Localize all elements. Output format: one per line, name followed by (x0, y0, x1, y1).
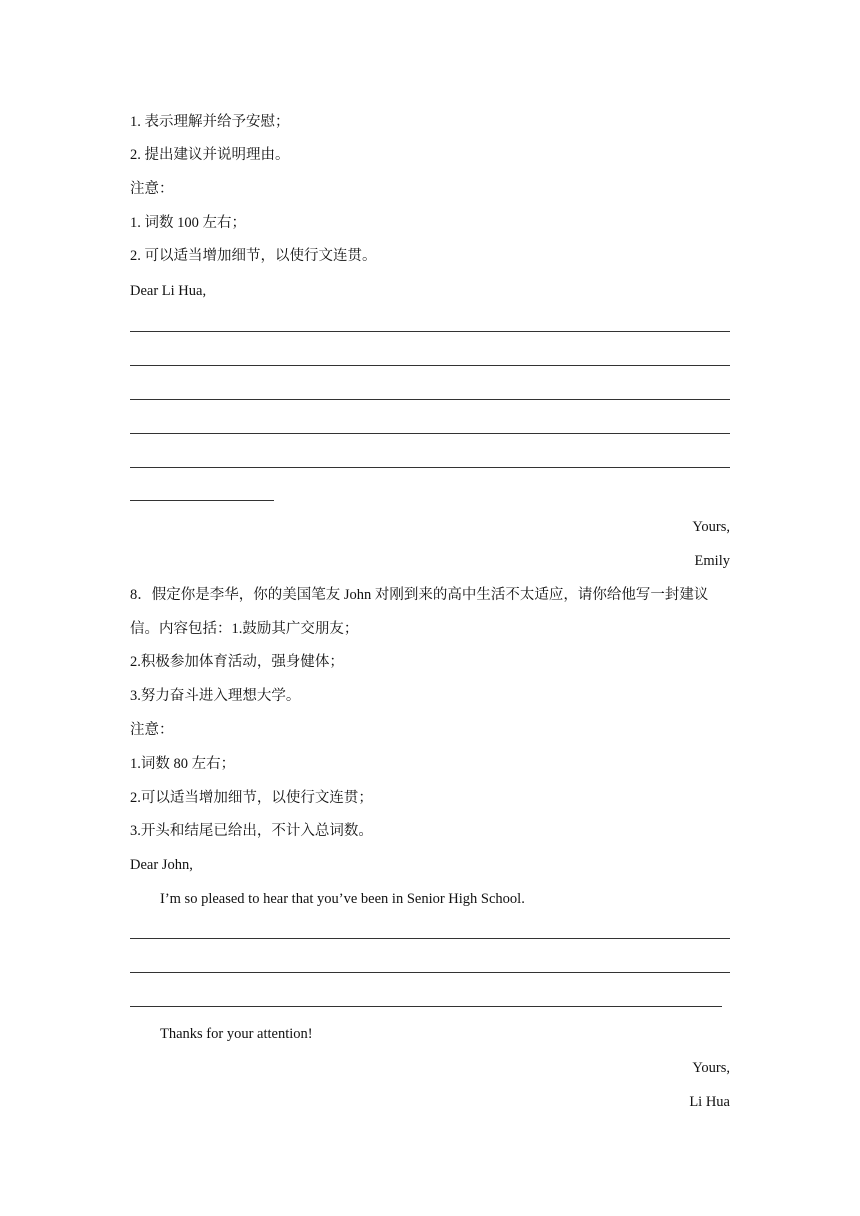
answer-line (130, 1006, 722, 1007)
notes-label: 注意： (130, 722, 174, 738)
letter-signature: Emily (694, 553, 730, 569)
question-prompt-line-1: 8．假定你是李华，你的美国笔友 John 对刚到来的高中生活不太适应，请你给他写一封建议 (130, 587, 709, 603)
requirement-1: 1. 表示理解并给予安慰； (130, 114, 290, 130)
question-prompt-line-2: 信。内容包括：1.鼓励其广交朋友； (130, 621, 359, 637)
answer-line (130, 365, 730, 366)
notes-label: 注意： (130, 181, 174, 197)
note-1: 1.词数 80 左右； (130, 756, 236, 772)
letter-closing: Yours, (692, 519, 730, 535)
answer-line (130, 938, 730, 939)
answer-line-short (130, 500, 274, 501)
answer-line (130, 399, 730, 400)
note-2: 2. 可以适当增加细节，以使行文连贯。 (130, 248, 377, 264)
letter-signature: Li Hua (689, 1094, 730, 1110)
letter-closing: Yours, (692, 1060, 730, 1076)
letter-salutation: Dear Li Hua, (130, 283, 207, 299)
answer-line (130, 467, 730, 468)
answer-line (130, 433, 730, 434)
letter-thanks: Thanks for your attention! (160, 1026, 313, 1042)
letter-opening-sentence: I’m so pleased to hear that you’ve been in Senior High School. (160, 891, 525, 907)
note-1: 1. 词数 100 左右； (130, 215, 246, 231)
note-3: 3.开头和结尾已给出，不计入总词数。 (130, 823, 373, 839)
note-2: 2.可以适当增加细节，以使行文连贯； (130, 790, 373, 806)
answer-line (130, 331, 730, 332)
answer-line (130, 972, 730, 973)
content-point-3: 3.努力奋斗进入理想大学。 (130, 688, 301, 704)
content-point-2: 2.积极参加体育活动，强身健体； (130, 654, 344, 670)
letter-salutation: Dear John, (130, 857, 193, 873)
requirement-2: 2. 提出建议并说明理由。 (130, 147, 290, 163)
